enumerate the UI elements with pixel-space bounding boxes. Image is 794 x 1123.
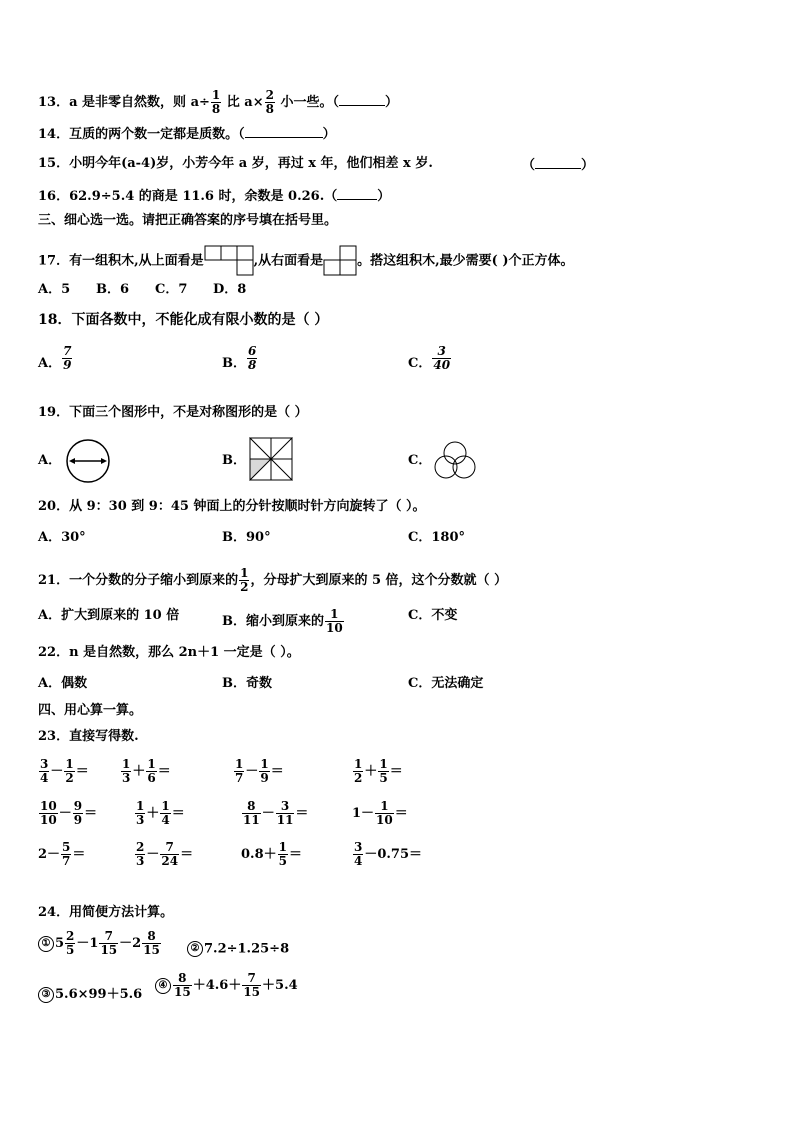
question-13: 13．a 是非零自然数，则 a÷ $\frac{1}{8}$ 比 a× $\frac{2}{8}$ 小一些。（ ）: [38, 88, 399, 116]
circled-number: ④: [155, 978, 171, 994]
fraction: $\frac{1}{5}$: [379, 757, 388, 785]
expression: $\frac{3}{4}$ － $\frac{1}{2}$ ＝: [40, 757, 89, 785]
question-17: 17．有一组积木,从上面看是 ,从右面看是 。搭这组积木,最少需要( )个正方体。: [38, 245, 574, 277]
fraction: $\frac{2}{3}$: [136, 840, 145, 868]
fraction: $\frac{1}{9}$: [260, 757, 269, 785]
question-21: 21．一个分数的分子缩小到原来的 $\frac{1}{2}$ ，分母扩大到原来的 5 倍，这个分数就（ ）: [38, 566, 508, 594]
fraction: $\frac{3}{4}$: [40, 757, 49, 785]
fraction: $\frac{1}{10}$: [376, 799, 393, 827]
fraction: $\frac{1}{4}$: [161, 799, 170, 827]
option-c[interactable]: C．7: [155, 282, 188, 297]
option-c[interactable]: C．180°: [408, 530, 465, 545]
circle-arrow-figure: [62, 438, 114, 484]
expression: 2－ $\frac{5}{7}$ ＝: [38, 840, 86, 868]
circled-number: ③: [38, 987, 54, 1003]
option-c[interactable]: C．无法确定: [408, 676, 484, 691]
fraction: $\frac{1}{3}$: [136, 799, 145, 827]
option-a[interactable]: A．30°: [38, 530, 86, 545]
expression: $\frac{2}{3}$ － $\frac{7}{24}$ ＝: [136, 840, 194, 868]
answer-blank[interactable]: [535, 156, 581, 169]
expression: $\frac{1}{7}$ － $\frac{1}{9}$ ＝: [235, 757, 284, 785]
problem-2: ② 7.2÷1.25÷8: [187, 941, 289, 957]
expression: $\frac{8}{11}$ － $\frac{3}{11}$ ＝: [243, 799, 309, 827]
fraction: $\frac{1}{2}$: [240, 566, 249, 594]
expression: 0.8＋ $\frac{1}{5}$ ＝: [241, 840, 302, 868]
option-b[interactable]: B． $\frac{6}{8}$: [222, 344, 257, 372]
question-24: 24．用简便方法计算。: [38, 905, 174, 920]
fraction: $\frac{7}{24}$: [161, 840, 179, 868]
question-15-answer: （ ）: [522, 158, 595, 173]
option-a[interactable]: A． $\frac{7}{9}$: [38, 344, 72, 372]
section-3-heading: 三、细心选一选。请把正确答案的序号填在括号里。: [38, 213, 338, 228]
fraction: $\frac{2}{8}$: [265, 88, 274, 116]
pinwheel-figure: [249, 437, 293, 481]
expression: $\frac{10}{10}$ － $\frac{9}{9}$ ＝: [40, 799, 98, 827]
answer-blank[interactable]: [339, 93, 385, 106]
option-c[interactable]: C． $\frac{3}{40}$: [408, 344, 451, 372]
fraction: $\frac{1}{6}$: [147, 757, 156, 785]
fraction: $\frac{1}{2}$: [65, 757, 74, 785]
option-a[interactable]: A．扩大到原来的 10 倍: [38, 608, 180, 623]
problem-1: ① 5 $\frac{2}{5}$ －1 $\frac{7}{15}$ －2 $\frac{8}{15}$: [38, 930, 162, 957]
option-a-label[interactable]: A．: [38, 453, 62, 468]
question-20: 20．从 9：30 到 9：45 钟面上的分针按顺时针方向旋转了（ ）。: [38, 499, 426, 514]
expression: $\frac{1}{2}$ ＋ $\frac{1}{5}$ ＝: [354, 757, 403, 785]
fraction: $\frac{1}{2}$: [354, 757, 363, 785]
option-b[interactable]: B．奇数: [222, 676, 272, 691]
fraction: $\frac{5}{7}$: [62, 840, 71, 868]
top-view-figure: [204, 245, 254, 277]
problem-3: ③ 5.6×99＋5.6: [38, 983, 142, 1003]
circled-number: ①: [38, 936, 54, 952]
right-view-figure: [323, 245, 357, 277]
question-19: 19．下面三个图形中，不是对称图形的是（ ）: [38, 405, 308, 420]
expression: $\frac{3}{4}$ －0.75＝: [354, 840, 423, 868]
question-14: 14．互质的两个数一定都是质数。（ ）: [38, 127, 336, 142]
section-4-heading: 四、用心算一算。: [38, 703, 143, 718]
question-23: 23．直接写得数.: [38, 729, 139, 744]
option-c-label[interactable]: C．: [408, 453, 432, 468]
question-15: 15．小明今年(a-4)岁，小芳今年 a 岁，再过 x 年，他们相差 x 岁.: [38, 156, 433, 171]
fraction: $\frac{1}{7}$: [235, 757, 244, 785]
option-b[interactable]: B．6: [96, 282, 130, 297]
option-a[interactable]: A．5: [38, 282, 71, 297]
fraction: $\frac{1}{8}$: [211, 88, 221, 116]
answer-blank[interactable]: [245, 125, 323, 138]
circled-number: ②: [187, 941, 203, 957]
fraction: $\frac{10}{10}$: [40, 799, 57, 827]
question-18: 18．下面各数中，不能化成有限小数的是（ ）: [38, 312, 329, 328]
expression: 1－ $\frac{1}{10}$ ＝: [352, 799, 408, 827]
question-16: 16．62.9÷5.4 的商是 11.6 时，余数是 0.26.（ ）: [38, 189, 391, 204]
question-22: 22．n 是自然数，那么 2n＋1 一定是（ ）。: [38, 645, 300, 660]
fraction: $\frac{8}{11}$: [243, 799, 260, 827]
option-a[interactable]: A．偶数: [38, 676, 88, 691]
fraction: $\frac{1}{3}$: [122, 757, 131, 785]
fraction: $\frac{3}{4}$: [354, 840, 363, 868]
trefoil-figure: [432, 437, 478, 481]
expression: $\frac{1}{3}$ ＋ $\frac{1}{4}$ ＝: [136, 799, 185, 827]
expression: $\frac{1}{3}$ ＋ $\frac{1}{6}$ ＝: [122, 757, 171, 785]
answer-blank[interactable]: [337, 187, 377, 200]
fraction: $\frac{3}{11}$: [276, 799, 294, 827]
option-b[interactable]: B．缩小到原来的 $\frac{1}{10}$: [222, 607, 343, 635]
option-c[interactable]: C．不变: [408, 608, 458, 623]
fraction: $\frac{1}{5}$: [278, 840, 287, 868]
option-d[interactable]: D．8: [213, 282, 247, 297]
option-b-label[interactable]: B．: [222, 453, 246, 468]
option-b[interactable]: B．90°: [222, 530, 271, 545]
fraction: $\frac{9}{9}$: [73, 799, 83, 827]
problem-4: ④ $\frac{8}{15}$ ＋4.6＋ $\frac{7}{15}$ ＋5.4: [155, 972, 298, 999]
